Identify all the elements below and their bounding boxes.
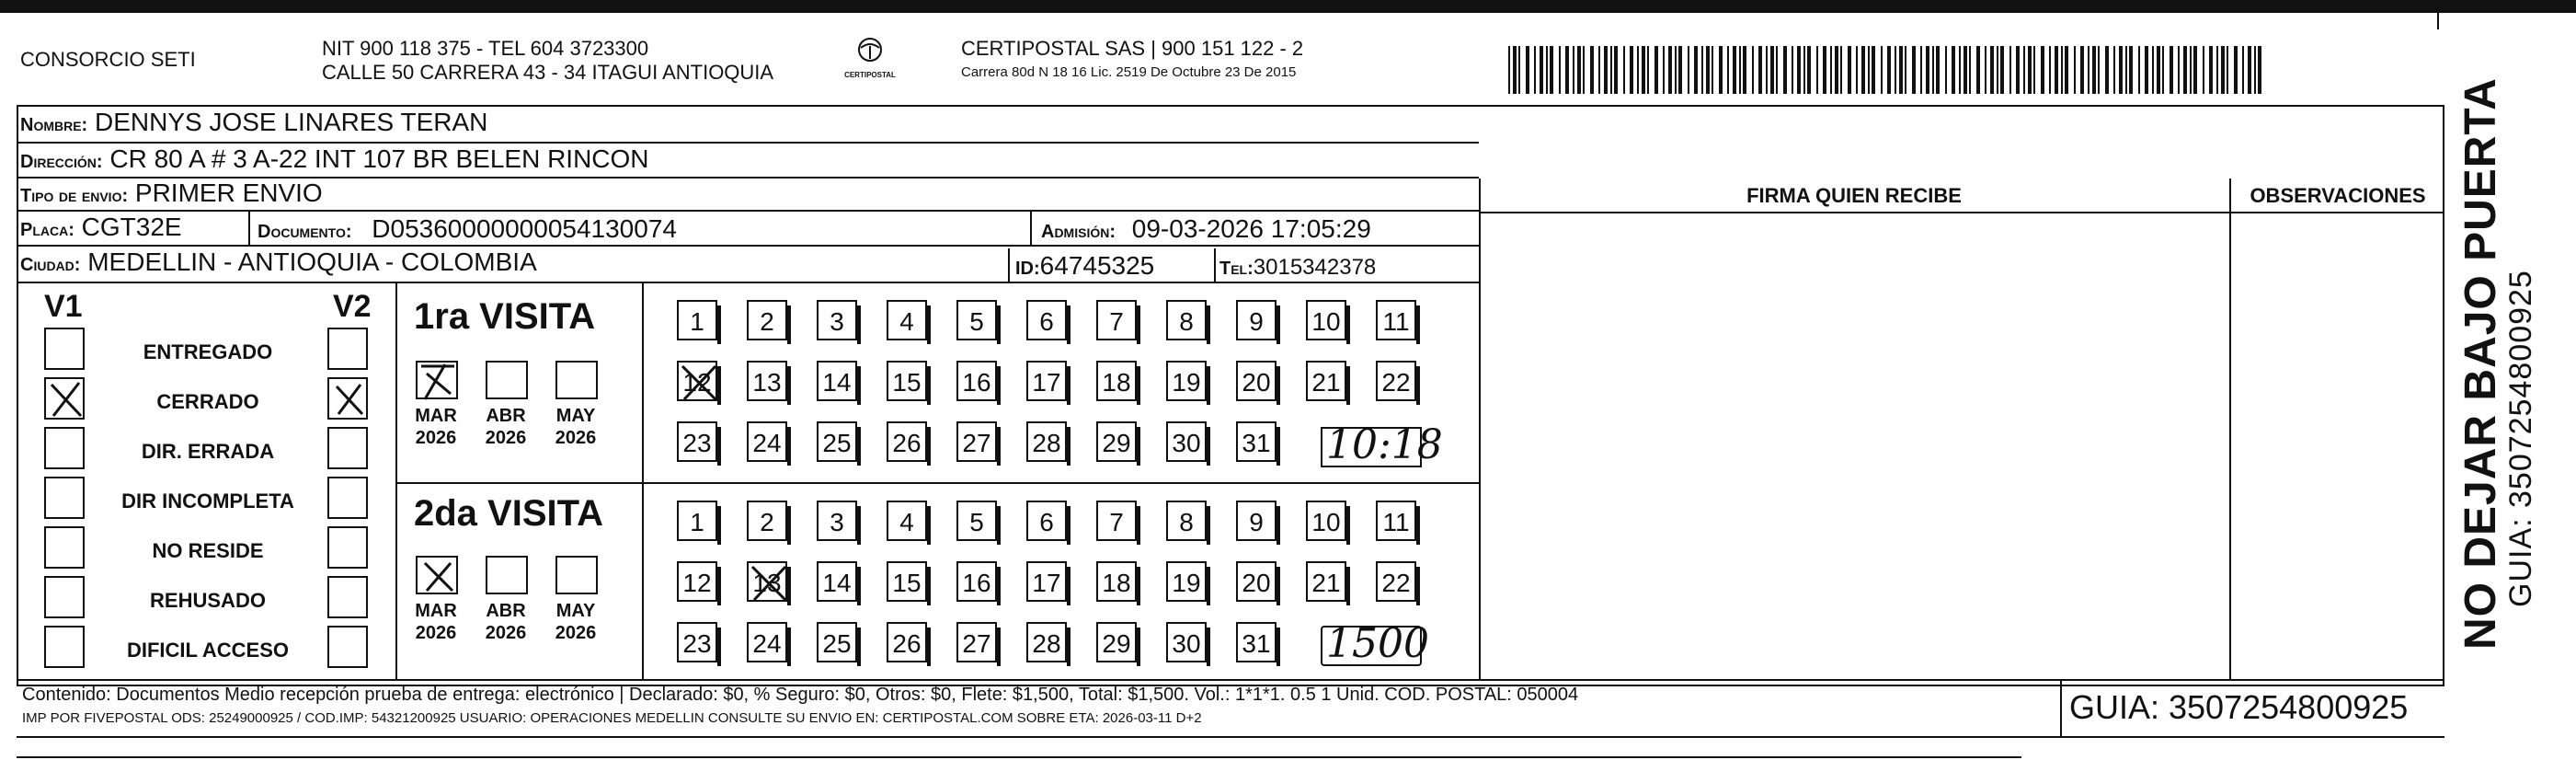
day-box[interactable]: 25 <box>817 421 857 462</box>
day-box[interactable]: 16 <box>956 361 997 401</box>
v1-checkbox[interactable] <box>44 477 85 519</box>
row-tipo <box>17 178 1479 212</box>
v1-checkbox[interactable] <box>44 626 85 668</box>
admision-label: Admisión: <box>1041 222 1116 242</box>
month-label: ABR 2026 <box>485 601 527 643</box>
day-box[interactable]: 4 <box>887 501 927 541</box>
day-box[interactable]: 31 <box>1236 622 1277 662</box>
id-value: 64745325 <box>1039 251 1155 280</box>
day-box[interactable]: 5 <box>956 501 997 541</box>
documento-label: Documento: <box>258 222 352 242</box>
direccion-label: Dirección: <box>20 152 103 172</box>
day-box[interactable]: 15 <box>887 361 927 401</box>
id-label: ID: <box>1015 259 1040 279</box>
corner-mark <box>2437 11 2439 29</box>
visit1-title: 1ra VISITA <box>414 296 596 337</box>
day-box[interactable]: 14 <box>817 561 857 602</box>
day-box[interactable]: 8 <box>1166 300 1207 340</box>
status-label: REHUSADO <box>150 589 266 612</box>
day-box[interactable]: 4 <box>887 300 927 340</box>
nombre-value: DENNYS JOSE LINARES TERAN <box>95 108 488 136</box>
ciudad-label: Ciudad: <box>20 255 81 275</box>
day-box[interactable]: 22 <box>1376 361 1416 401</box>
v2-checkbox[interactable] <box>327 526 368 569</box>
day-box[interactable]: 6 <box>1026 501 1067 541</box>
documento-value: D05360000000054130074 <box>372 214 677 243</box>
day-box[interactable]: 20 <box>1236 361 1277 401</box>
certipostal-line: CERTIPOSTAL SAS | 900 151 122 - 2 <box>961 37 1304 60</box>
tel-value: 3015342378 <box>1253 255 1377 280</box>
day-box[interactable]: 1 <box>677 300 717 340</box>
nit-line: NIT 900 118 375 - TEL 604 3723300 <box>322 37 649 60</box>
v1-checkbox[interactable] <box>44 328 85 370</box>
status-label: ENTREGADO <box>143 340 273 363</box>
handwritten-time-2: 1500 <box>1326 620 1429 667</box>
barcode <box>1508 46 2262 94</box>
day-box[interactable]: 19 <box>1166 361 1207 401</box>
v2-checkbox[interactable] <box>327 626 368 668</box>
day-box[interactable]: 13 <box>747 561 787 602</box>
day-box[interactable]: 17 <box>1026 361 1067 401</box>
month-checkbox[interactable] <box>416 556 458 594</box>
documento-field <box>258 213 677 248</box>
nombre-label: Nombre: <box>20 115 88 135</box>
status-label: NO RESIDE <box>152 539 264 562</box>
observaciones-header: OBSERVACIONES <box>2250 184 2426 207</box>
day-box[interactable]: 3 <box>817 300 857 340</box>
side-guia: GUIA: 3507254800925 <box>2503 270 2538 607</box>
day-box[interactable]: 6 <box>1026 300 1067 340</box>
side-warning: NO DEJAR BAJO PUERTA <box>2456 77 2505 650</box>
obs-divider <box>2229 178 2231 681</box>
day-box[interactable]: 8 <box>1166 501 1207 541</box>
direccion-value: CR 80 A # 3 A-22 INT 107 BR BELEN RINCON <box>109 144 649 173</box>
status-label: DIR INCOMPLETA <box>121 489 294 512</box>
day-box[interactable]: 2 <box>747 501 787 541</box>
company-name: CONSORCIO SETI <box>20 48 196 71</box>
footer-guia: GUIA: 3507254800925 <box>2069 688 2409 726</box>
v1-label: V1 <box>44 289 83 324</box>
day-box[interactable]: 22 <box>1376 561 1416 602</box>
ciudad-value: MEDELLIN - ANTIOQUIA - COLOMBIA <box>87 248 537 276</box>
firma-divider <box>1479 178 1481 681</box>
certipostal-address: Carrera 80d N 18 16 Lic. 2519 De Octubre 23 De 2015 <box>961 64 1297 80</box>
day-box[interactable]: 11 <box>1376 501 1416 541</box>
month-label: ABR 2026 <box>485 406 527 448</box>
day-box[interactable]: 1 <box>677 501 717 541</box>
footer-line-1: Contenido: Documentos Medio recepción prueba de entrega: electrónico | Declarado: $0, % Seguro: $0, Otros: $0, Flete: $1,500, Total: $1,500. Vol.: 1*1*1. 0.5 1 Unid. COD. POSTAL: 050004 <box>22 685 1579 705</box>
tel-field <box>1219 252 1376 284</box>
day-box[interactable]: 26 <box>887 622 927 662</box>
day-box[interactable]: 5 <box>956 300 997 340</box>
day-box[interactable]: 21 <box>1306 561 1346 602</box>
day-box[interactable]: 23 <box>677 421 717 462</box>
firma-header: FIRMA QUIEN RECIBE <box>1746 184 1962 207</box>
day-box[interactable]: 29 <box>1096 622 1137 662</box>
handwritten-time-1: 10:18 <box>1326 421 1443 468</box>
day-box[interactable]: 9 <box>1236 300 1277 340</box>
top-border <box>0 0 2576 13</box>
month-label: MAR 2026 <box>415 601 457 643</box>
v1-checkbox[interactable] <box>44 427 85 469</box>
v2-checkbox[interactable] <box>327 477 368 519</box>
month-label: MAY 2026 <box>555 406 597 448</box>
logo-text: CERTIPOSTAL <box>844 71 896 79</box>
placa-value: CGT32E <box>81 213 182 241</box>
day-box[interactable]: 30 <box>1166 421 1207 462</box>
tipo-label: Tipo de envio: <box>20 186 129 206</box>
day-box[interactable]: 17 <box>1026 561 1067 602</box>
day-box[interactable]: 12 <box>677 361 717 401</box>
footer-line-2: IMP POR FIVEPOSTAL ODS: 25249000925 / COD.IMP: 54321200925 USUARIO: OPERACIONES MEDELLIN CONSULTE SU ENVIO EN: CERTIPOSTAL.COM SOBRE ETA: 2026-03-11 D+2 <box>22 710 1202 726</box>
month-label: MAY 2026 <box>555 601 597 643</box>
day-box[interactable]: 3 <box>817 501 857 541</box>
admision-value: 09-03-2026 17:05:29 <box>1131 214 1371 243</box>
day-box[interactable]: 11 <box>1376 300 1416 340</box>
day-box[interactable]: 18 <box>1096 361 1137 401</box>
tel-label: Tel: <box>1219 259 1254 279</box>
month-checkbox[interactable] <box>486 556 528 594</box>
day-box[interactable]: 15 <box>887 561 927 602</box>
day-box[interactable]: 28 <box>1026 421 1067 462</box>
day-box[interactable]: 9 <box>1236 501 1277 541</box>
visit2-title: 2da VISITA <box>414 493 603 534</box>
month-checkbox[interactable] <box>555 556 598 594</box>
v1-checkbox[interactable] <box>44 377 85 420</box>
tipo-value: PRIMER ENVIO <box>134 178 323 207</box>
day-box[interactable]: 7 <box>1096 501 1137 541</box>
day-box[interactable]: 13 <box>747 361 787 401</box>
status-label: CERRADO <box>156 390 259 413</box>
day-box[interactable]: 26 <box>887 421 927 462</box>
status-label: DIFICIL ACCESO <box>126 639 289 662</box>
v1-checkbox[interactable] <box>44 526 85 569</box>
v2-label: V2 <box>333 289 372 324</box>
admision-field <box>1041 213 1371 248</box>
v2-checkbox[interactable] <box>327 427 368 469</box>
day-box[interactable]: 10 <box>1306 501 1346 541</box>
v1-checkbox[interactable] <box>44 576 85 618</box>
id-field <box>1015 250 1154 284</box>
v2-checkbox[interactable] <box>327 377 368 420</box>
row-direccion <box>17 144 1479 178</box>
day-box[interactable]: 27 <box>956 622 997 662</box>
month-label: MAR 2026 <box>415 406 457 448</box>
row-nombre <box>17 107 1479 144</box>
month-checkbox[interactable] <box>555 361 598 399</box>
month-checkbox[interactable] <box>416 361 458 399</box>
day-box[interactable]: 24 <box>747 421 787 462</box>
day-box[interactable]: 2 <box>747 300 787 340</box>
address-line: CALLE 50 CARRERA 43 - 34 ITAGUI ANTIOQUIA <box>322 61 774 84</box>
day-box[interactable]: 20 <box>1236 561 1277 602</box>
day-box[interactable]: 28 <box>1026 622 1067 662</box>
day-box[interactable]: 10 <box>1306 300 1346 340</box>
day-box[interactable]: 23 <box>677 622 717 662</box>
month-checkbox[interactable] <box>486 361 528 399</box>
day-box[interactable]: 18 <box>1096 561 1137 602</box>
v2-checkbox[interactable] <box>327 576 368 618</box>
day-box[interactable]: 31 <box>1236 421 1277 462</box>
status-label: DIR. ERRADA <box>141 440 275 463</box>
day-box[interactable]: 19 <box>1166 561 1207 602</box>
day-box[interactable]: 24 <box>747 622 787 662</box>
day-box[interactable]: 14 <box>817 361 857 401</box>
placa-label: Placa: <box>20 220 74 240</box>
day-box[interactable]: 12 <box>677 561 717 602</box>
day-box[interactable]: 25 <box>817 622 857 662</box>
day-box[interactable]: 16 <box>956 561 997 602</box>
day-box[interactable]: 29 <box>1096 421 1137 462</box>
day-box[interactable]: 21 <box>1306 361 1346 401</box>
v2-checkbox[interactable] <box>327 328 368 370</box>
day-box[interactable]: 27 <box>956 421 997 462</box>
day-box[interactable]: 7 <box>1096 300 1137 340</box>
day-box[interactable]: 30 <box>1166 622 1207 662</box>
certipostal-logo <box>839 37 901 79</box>
